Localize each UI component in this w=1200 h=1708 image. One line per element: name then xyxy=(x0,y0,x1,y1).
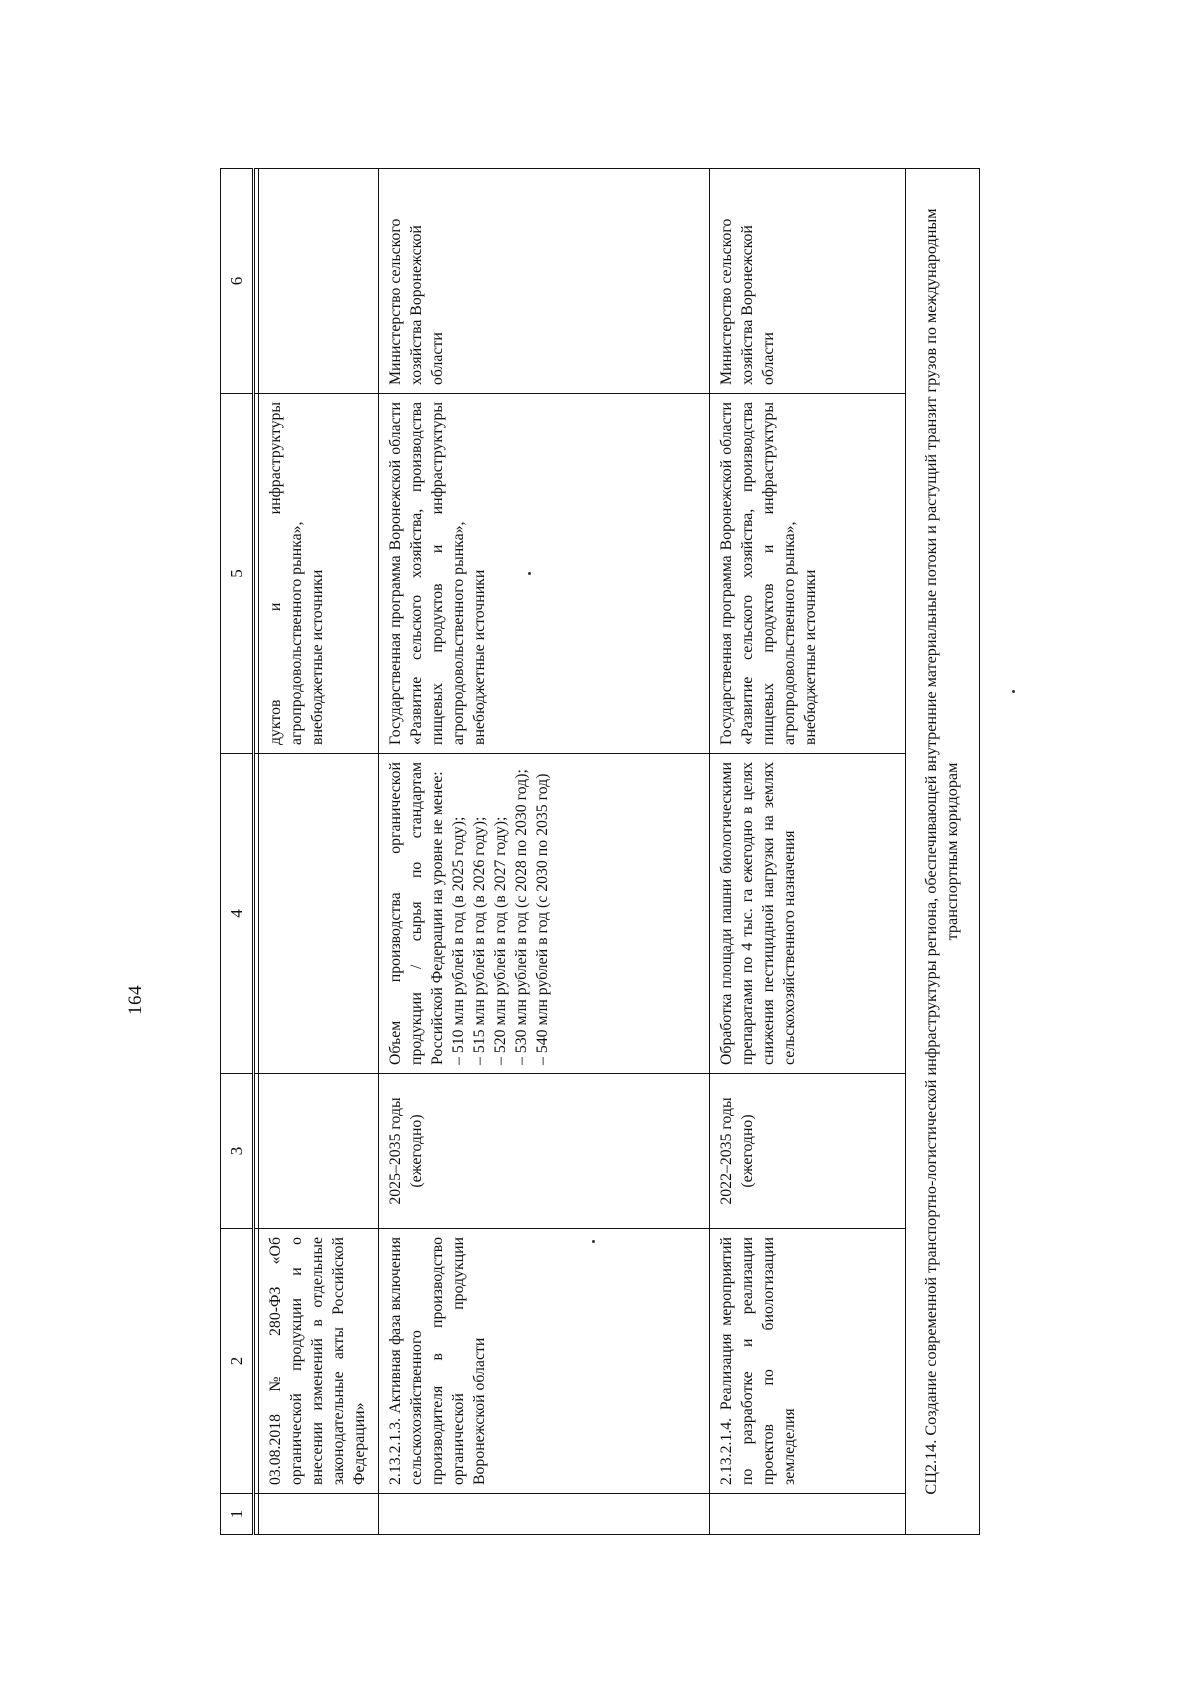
column-number-3: 3 xyxy=(221,1074,254,1229)
cell-source: Государственная программа Воронежской области «Развитие сельского хозяйства, производства пищевых продуктов и инфраструктуры агропродовольственного рынка», внебюджетные источники xyxy=(378,394,710,754)
scan-speck xyxy=(592,1240,595,1243)
cell-index xyxy=(378,1494,710,1535)
table-row xyxy=(710,169,906,1535)
column-number-2: 2 xyxy=(221,1229,254,1494)
cell-source: дуктов и инфраструктуры агропродовольственного рынка», внебюджетные источники xyxy=(259,394,378,754)
rotated-page xyxy=(125,169,980,1535)
cell-index xyxy=(259,1494,378,1535)
cell-indicator: Обработка площади пашни биологическими препаратами по 4 тыс. га ежегодно в целях снижения пестицидной нагрузки на землях сельскохозяйственного назначения xyxy=(710,754,906,1074)
cell-responsible: Министерство сельского хозяйства Воронежской области xyxy=(710,169,906,394)
cell-period: 2025–2035 годы (ежегодно) xyxy=(378,1074,710,1229)
column-number-5: 5 xyxy=(221,394,254,754)
cell-source: Государственная программа Воронежской области «Развитие сельского хозяйства, производства пищевых продуктов и инфраструктуры агропродовольственного рынка», внебюджетные источники xyxy=(710,394,906,754)
cell-measure: 03.08.2018 № 280-ФЗ «Об органической продукции и о внесении изменений в отдельные законодательные акты Российской Федерации» xyxy=(259,1229,378,1494)
page-number: 164 xyxy=(125,985,146,1015)
cell-measure: 2.13.2.1.3. Активная фаза включения сельскохозяйственного производителя в производство органической продукции Воронежской области xyxy=(378,1229,710,1494)
cell-period: 2022–2035 годы (ежегодно) xyxy=(710,1074,906,1229)
column-number-1: 1 xyxy=(221,1494,254,1535)
measures-table xyxy=(220,168,980,1535)
cell-responsible: Министерство сельского хозяйства Воронежской области xyxy=(378,169,710,394)
cell-measure: 2.13.2.1.4. Реализация мероприятий по разработке и реализации проектов по биологизации земледелия xyxy=(710,1229,906,1494)
table-row xyxy=(259,169,378,1535)
table-row xyxy=(378,169,710,1535)
column-number-4: 4 xyxy=(221,754,254,1074)
section-heading: СЦ2.14. Создание современной транспортно-логистической инфраструктуры региона, обеспечивающей внутренние материальные потоки и растущий транзит грузов по международным транспортным коридорам xyxy=(905,169,979,1535)
section-heading-row xyxy=(905,169,979,1535)
cell-responsible xyxy=(259,169,378,394)
cell-indicator xyxy=(259,754,378,1074)
cell-period xyxy=(259,1074,378,1229)
cell-index xyxy=(710,1494,906,1535)
scan-speck xyxy=(528,572,531,575)
cell-indicator: Объем производства органической продукции / сырья по стандартам Российской Федерации на уровне не менее: – 510 млн рублей в год (в 2025 году); – 515 млн рублей в год (в 2026 году); – 520 млн рублей в год (в 2027 году); – 530 млн рублей в год (с 2028 по 2030 год); – 540 млн рублей в год (с 2030 по 2035 год) xyxy=(378,754,710,1074)
table-header-row xyxy=(221,169,254,1535)
column-number-6: 6 xyxy=(221,169,254,394)
scan-speck xyxy=(1012,690,1015,693)
